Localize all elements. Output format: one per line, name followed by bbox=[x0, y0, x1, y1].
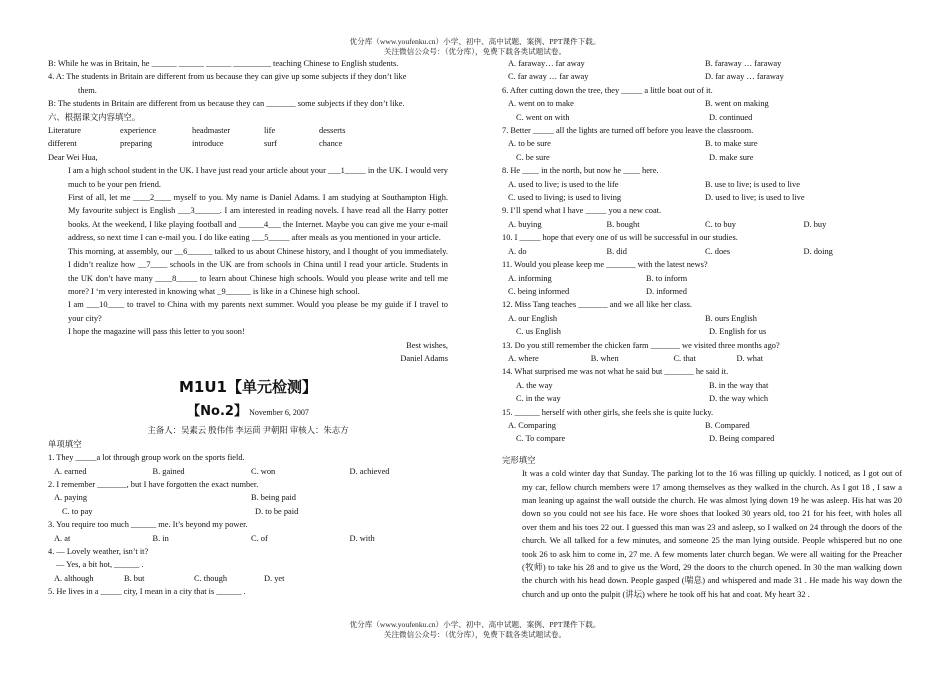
section-heading: 单项填空 bbox=[48, 439, 82, 449]
option: D. used to live; is used to live bbox=[705, 193, 805, 203]
letter-paragraph: I am ___10____ to travel to China with my parents next summer. Would you please be my guide if I travel to your city? bbox=[68, 300, 448, 323]
option: D. the way which bbox=[709, 394, 769, 404]
footer-line-2: 关注微信公众号：（优分库），免费下载各类试题试卷。 bbox=[383, 630, 567, 639]
option: C. though bbox=[194, 573, 228, 583]
test-date: November 6, 2007 bbox=[249, 408, 309, 418]
option: B. ours English bbox=[705, 313, 757, 323]
option: C. won bbox=[251, 466, 276, 476]
option: D. far away … faraway bbox=[705, 72, 784, 82]
question-stem: 1. They _____a lot through group work on the sports field. bbox=[48, 453, 245, 463]
options-row bbox=[502, 285, 902, 298]
options-row bbox=[502, 392, 902, 405]
question-stem: 11. Would you please keep me _______ with the latest news? bbox=[502, 260, 708, 270]
option: C. that bbox=[673, 353, 696, 363]
letter-closing: Best wishes, bbox=[406, 340, 448, 350]
options-row bbox=[502, 137, 902, 150]
option: A. where bbox=[508, 353, 539, 363]
option: C. to buy bbox=[705, 219, 736, 229]
word-bank-item: preparing bbox=[120, 139, 153, 149]
options-row bbox=[502, 352, 902, 365]
option: C. be sure bbox=[516, 152, 550, 162]
option: C. to pay bbox=[62, 506, 93, 516]
option: C. of bbox=[251, 533, 268, 543]
option: B. faraway … faraway bbox=[705, 59, 782, 68]
option: B. use to live; is used to live bbox=[705, 179, 800, 189]
word-bank-item: life bbox=[264, 126, 276, 136]
letter-paragraph: This morning, at assembly, our __6______ talked to us about Chinese history, and I thought of you immediately. I didn’t realize how __7____ schools in the UK are from schools in China until I read your article. Students in the UK don’t have many ____8_____ to learn about Chinese high schools. Would you please write and tell me more? I ‘m very interested in knowing what _9______ is like in a Chinese high school. bbox=[68, 246, 448, 296]
left-column bbox=[48, 57, 448, 599]
letter-paragraph: First of all, let me ____2____ myself to you. My name is Daniel Adams. I am studying at Southampton High. My favourite subject is English ___3______. I am interested in reading novels. I have read all the Harry potter books. At the weekend, I like playing football and ______4___ the Internet. Maybe you can give me your e-mail address, so next time I can e-mail you. I do like eating ___5_____ after meals as you mentioned in your article. bbox=[68, 193, 448, 243]
option: A. buying bbox=[508, 219, 542, 229]
options-row bbox=[502, 312, 902, 325]
option: D. doing bbox=[803, 246, 833, 256]
word-bank-item: desserts bbox=[319, 126, 346, 136]
option: D. English for us bbox=[709, 327, 767, 337]
options-row bbox=[502, 218, 902, 231]
header-line-2: 关注微信公众号：（优分库），免费下载各类试题试卷。 bbox=[383, 47, 567, 56]
section-heading: 完形填空 bbox=[502, 455, 536, 465]
option: D. informed bbox=[646, 286, 687, 296]
option: D. continued bbox=[709, 112, 753, 122]
word-bank-item: surf bbox=[264, 139, 278, 149]
option: B. but bbox=[124, 573, 145, 583]
option: D. achieved bbox=[349, 466, 390, 476]
option: C. being informed bbox=[508, 286, 570, 296]
option: A. earned bbox=[54, 466, 87, 476]
options-row bbox=[502, 178, 902, 191]
option: A. paying bbox=[54, 493, 88, 503]
page-footer bbox=[0, 620, 950, 640]
right-column bbox=[502, 57, 902, 601]
question-stem: 13. Do you still remember the chicken farm _______ we visited three months ago? bbox=[502, 340, 780, 350]
question-stem: 10. I _____ hope that every one of us will be successful in our studies. bbox=[502, 233, 738, 243]
option: A. do bbox=[508, 246, 527, 256]
option: B. did bbox=[606, 246, 627, 256]
options-row bbox=[48, 505, 448, 518]
option: A. went on to make bbox=[508, 99, 574, 109]
option: D. what bbox=[736, 353, 764, 363]
options-row bbox=[502, 97, 902, 110]
option: A. our English bbox=[508, 313, 558, 323]
option: C. used to living; is used to living bbox=[508, 193, 622, 203]
option: D. Being compared bbox=[709, 434, 775, 444]
options-row bbox=[502, 325, 902, 338]
question-stem: — Yes, a bit hot, ______ . bbox=[56, 560, 144, 570]
question-stem: 15. ______ herself with other girls, she feels she is quite lucky. bbox=[502, 407, 714, 417]
question-stem: 7. Better _____ all the lights are turned off before you leave the classroom. bbox=[502, 126, 754, 136]
options-row bbox=[502, 111, 902, 124]
word-bank-item: experience bbox=[120, 126, 157, 136]
letter-paragraph: I am a high school student in the UK. I have just read your article about your ___1_____ in the UK. I would very much to be your pen friend. bbox=[68, 166, 448, 189]
test-number bbox=[48, 401, 448, 424]
option: D. to be paid bbox=[255, 506, 299, 516]
word-bank-row bbox=[48, 137, 448, 150]
option: D. yet bbox=[264, 573, 285, 583]
options-row bbox=[502, 432, 902, 445]
options-row bbox=[502, 379, 902, 392]
word-bank-item: introduce bbox=[192, 139, 224, 149]
option: A. informing bbox=[508, 273, 552, 283]
option: B. went on making bbox=[705, 99, 769, 109]
option: B. to make sure bbox=[705, 139, 758, 149]
question-stem: 8. He ____ in the north, but now he ____ here. bbox=[502, 166, 659, 176]
option: D. with bbox=[349, 533, 375, 543]
question-stem: 6. After cutting down the tree, they _____ a little boat out of it. bbox=[502, 85, 713, 95]
word-bank-item: different bbox=[48, 139, 77, 149]
option: C. in the way bbox=[516, 394, 561, 404]
options-row bbox=[502, 245, 902, 258]
question-stem: 9. I’ll spend what I have _____ you a new coat. bbox=[502, 206, 662, 216]
test-number-label: 【No.2】 bbox=[187, 404, 247, 420]
question-stem: 4. — Lovely weather, isn’t it? bbox=[48, 547, 149, 556]
page-header bbox=[0, 37, 950, 57]
option: B. in the way that bbox=[709, 380, 769, 390]
options-row bbox=[502, 57, 902, 70]
option: B. gained bbox=[152, 466, 185, 476]
word-bank-item: chance bbox=[319, 139, 343, 149]
letter-greeting: Dear Wei Hua, bbox=[48, 152, 98, 162]
question-line: B: The students in Britain are different from us because they can _______ some subjects if they don’t like. bbox=[48, 99, 405, 109]
option: C. does bbox=[705, 246, 731, 256]
option: C. far away … far away bbox=[508, 72, 589, 82]
option: A. used to live; is used to the life bbox=[508, 179, 619, 189]
unit-title: M1U1【单元检测】 bbox=[179, 378, 317, 397]
option: A. Comparing bbox=[508, 420, 556, 430]
option: B. being paid bbox=[251, 493, 296, 503]
options-row bbox=[48, 572, 448, 585]
question-stem: 5. He lives in a _____ city, I mean in a city that is ______ . bbox=[48, 587, 246, 597]
options-row bbox=[502, 151, 902, 164]
options-row bbox=[502, 70, 902, 83]
option: B. to inform bbox=[646, 273, 688, 283]
options-row bbox=[502, 272, 902, 285]
cloze-passage: It was a cold winter day that Sunday. The parking lot to the 16 was filling up quickly. I noticed, as I got out of my car, fellow church members were 17 among themselves as they walked in the church. As I got 18 , I saw a man leaning up against the wall outside the church. He was almost lying down 19 he was asleep. His hat was 20 down so you could not see his face. He wore shoes that looked 30 years old, too 21 for his feet, with holes all over them and his toes 22 out. I guessed this man was 23 and asleep, so I walked on 24 through the doors of the church. We all talked for a few minutes, and someone 25 the man lying outside. People whispered but no one took 26 to ask him to come in, 27 me. A few moments later church began. We were all waiting for the Preacher (牧师) to take his 28 and to give us the Word, 29 the doors to the church opened. In 30 the man walking down the church with his head down. People gasped (喘息) and whispered and made 31 . He made his way down the church and up onto the pulpit (讲坛) where he took off his hat and coat. My heart 32 . bbox=[522, 469, 902, 599]
preparers-line: 主备人：吴素云 殷伟伟 李运茴 尹朝阳 审核人：朱志方 bbox=[147, 426, 349, 436]
option: A. faraway… far away bbox=[508, 59, 585, 68]
option: B. in bbox=[152, 533, 169, 543]
question-stem: 3. You require too much ______ me. It’s beyond my power. bbox=[48, 520, 248, 530]
question-stem: 2. I remember _______, but I have forgotten the exact number. bbox=[48, 479, 259, 489]
footer-line-1: 优分库（www.youfenku.cn）小学、初中、高中试题、案例、PPT课件下载。 bbox=[349, 620, 601, 629]
option: A. although bbox=[54, 573, 94, 583]
option: A. the way bbox=[516, 380, 553, 390]
word-bank-item: headmaster bbox=[192, 126, 231, 136]
options-row bbox=[48, 491, 448, 504]
question-line: 4. A: The students in Britain are different from us because they can give up some subjects if they don’t like bbox=[48, 72, 407, 82]
word-bank-row bbox=[48, 124, 448, 137]
question-line: B: While he was in Britain, he ______ ______ ______ _________ teaching Chinese to English students. bbox=[48, 59, 399, 68]
option: A. to be sure bbox=[508, 139, 551, 149]
option: B. Compared bbox=[705, 420, 750, 430]
option: C. To compare bbox=[516, 434, 566, 444]
letter-paragraph: I hope the magazine will pass this letter to you soon! bbox=[68, 327, 245, 337]
letter-signature: Daniel Adams bbox=[400, 353, 448, 363]
option: C. us English bbox=[516, 327, 561, 337]
option: D. buy bbox=[803, 219, 827, 229]
question-stem: 12. Miss Tang teaches _______ and we all like her class. bbox=[502, 300, 692, 310]
header-line-1: 优分库（www.youfenku.cn）小学、初中、高中试题、案例、PPT课件下载。 bbox=[349, 37, 601, 46]
question-stem: 14. What surprised me was not what he said but _______ he said it. bbox=[502, 367, 729, 377]
options-row bbox=[48, 532, 448, 545]
word-bank-item: Literature bbox=[48, 126, 82, 136]
option: B. bought bbox=[606, 219, 640, 229]
option: C. went on with bbox=[516, 112, 570, 122]
section-heading: 六、根据课文内容填空。 bbox=[48, 112, 141, 122]
option: A. at bbox=[54, 533, 71, 543]
option: B. when bbox=[590, 353, 619, 363]
options-row bbox=[502, 419, 902, 432]
options-row bbox=[48, 465, 448, 478]
question-line: them. bbox=[78, 85, 97, 95]
options-row bbox=[502, 191, 902, 204]
option: D. make sure bbox=[709, 152, 754, 162]
